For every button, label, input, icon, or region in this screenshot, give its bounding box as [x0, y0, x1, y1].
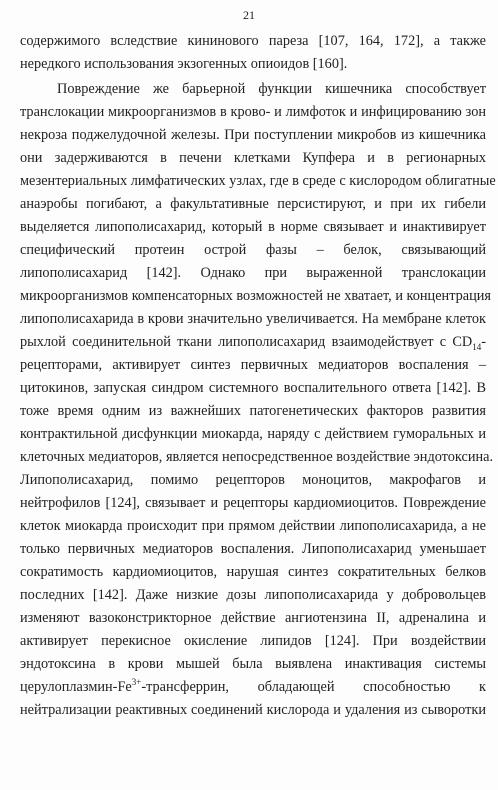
text-line: Липополисахарид, помимо рецепторов моноцитов, макрофагов и — [20, 472, 486, 488]
text-line: изменяют вазоконстрикторное действие ангиотензина II, адреналина и — [20, 610, 486, 626]
text-line: клеточных медиаторов, является непосредственное воздействие эндотоксина. — [20, 449, 494, 465]
text-line: контрактильной дисфункции миокарда, наряду с действием гуморальных и — [20, 426, 486, 442]
text-line: нейтрофилов [124], связывает и рецепторы кардиомиоцитов. Повреждение — [20, 495, 486, 511]
cd-tail: - — [481, 334, 486, 350]
text-line: анаэробы погибают, а факультативные персистируют, и при их гибели — [20, 196, 486, 212]
text-line: клеток миокарда происходит при прямом действии липополисахарида, а не — [20, 518, 486, 534]
fe-text: церулоплазмин-Fe — [20, 679, 132, 695]
text-line: липополисахарид [142]. Однако при выраженной транслокации — [20, 265, 486, 281]
text-line: содержимого вследствие кининового пареза [107, 164, 172], а также — [20, 33, 486, 49]
text-line: рецепторами, активирует синтез первичных медиаторов воспаления – — [20, 357, 486, 373]
page-number: 21 — [243, 8, 255, 22]
text-line: транслокации микроорганизмов в крово- и лимфоток и инфицированию зон — [20, 104, 486, 120]
text-line: последних [142]. Даже низкие дозы липополисахарида у добровольцев — [20, 587, 486, 603]
fe-tail: -трансферрин, обладающей способностью к — [141, 679, 486, 695]
text-line: сократимость кардиомиоцитов, нарушая синтез сократительных белков — [20, 564, 486, 580]
text-line: нейтрализации реактивных соединений кислорода и удаления из сыворотки — [20, 702, 486, 718]
text-line: выделяется липополисахарид, который в норме связывает и инактивирует — [20, 219, 486, 235]
paragraph-start-line: Повреждение же барьерной функции кишечника способствует — [57, 81, 486, 97]
text-line: мезентериальных лимфатических узлах, где в среде с кислородом облигатные — [20, 173, 496, 189]
text-line: цитокинов, запуская синдром системного воспалительного ответа [142]. В — [20, 380, 486, 396]
text-line: липополисахарида в крови значительно увеличивается. На мембране клеток — [20, 311, 486, 327]
cd-text: рыхлой соединительной ткани липополисахарид взаимодействует с CD — [20, 334, 473, 350]
text-line: микроорганизмов компенсаторных возможностей не хватает, и концентрация — [20, 288, 492, 304]
text-line: специфический протеин острой фазы – белок, связывающий — [20, 242, 486, 258]
text-line: тоже время одним из важнейших патогенетических факторов развития — [20, 403, 486, 419]
text-line-cd14 — [20, 331, 486, 354]
text-line: они задерживаются в печени клетками Купфера и в регионарных — [20, 150, 486, 166]
text-line: активирует перекисное окисление липидов [124]. При воздействии — [20, 633, 486, 649]
cd-subscript: 14 — [472, 341, 482, 352]
text-line: только первичных медиаторов воспаления. Липополисахарид уменьшает — [20, 541, 486, 557]
text-line: нередкого использования экзогенных опиоидов [160]. — [20, 56, 348, 72]
body-text — [20, 30, 496, 722]
fe-superscript: 3+ — [131, 677, 142, 688]
text-line: эндотоксина в крови мышей была выявлена инактивация системы — [20, 656, 486, 672]
text-line-fe3 — [20, 676, 486, 699]
text-line: некроза поджелудочной железы. При поступлении микробов из кишечника — [20, 127, 486, 143]
